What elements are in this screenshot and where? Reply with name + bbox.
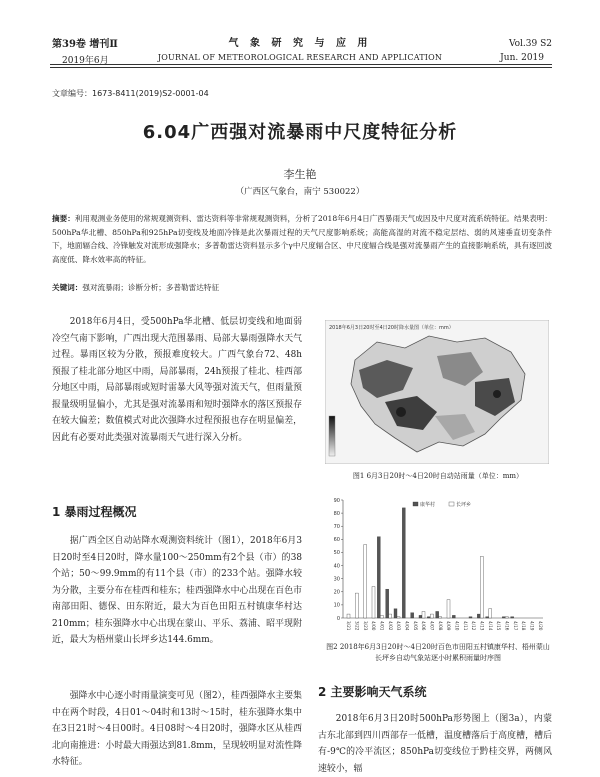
bar-changping (480, 556, 483, 618)
x-tick-label: 4/03 (396, 621, 402, 631)
para-1: 2018年6月4日，受500hPa华北槽、低层切变线和地面弱冷空气南下影响，广西出现大范围暴雨、局部大暴雨强降水天气过程。暴雨区较为分散，预报难度较大。广西气象台72、48h预报了桂北部分地区中雨，局部暴雨，24h预报了桂北、桂西部分地区中雨，局部暴雨或短时雷暴大风等强对流天气，但雨量预报量级明显偏小，尤其是强对流暴雨和短时强降水的落区预报存在较大偏差；数值模式对此次强降水过程预报也存在明显偏差，因此有必要对此类强对流暴雨天气进行深入分析。 (52, 317, 302, 443)
chart-bars (347, 508, 514, 618)
x-tick-label: 4/17 (512, 621, 518, 631)
bar-kanghua (502, 617, 505, 618)
bar-kanghua (377, 537, 380, 618)
x-tick-label: 4/05 (412, 621, 418, 631)
overview-paragraph (52, 533, 302, 649)
keywords (52, 281, 552, 294)
bar-changping (439, 617, 442, 618)
y-tick-label: 70 (333, 524, 340, 531)
journal-header (0, 0, 600, 68)
keywords-text: 强对流暴雨；诊断分析；多普勒雷达特征 (82, 283, 220, 292)
bar-kanghua (452, 615, 455, 618)
legend-swatch (413, 502, 418, 506)
article-number: 文章编号：1673-8411(2019)S2-0001-04 (52, 89, 209, 98)
map-legend-bar (329, 416, 335, 456)
rain-max-tianyang (396, 407, 406, 417)
x-tick-label: 4/09 (446, 621, 452, 631)
map-inner-title: 2018年6月3日20时至4日20时降水量图（单位：mm） (329, 325, 454, 331)
bar-changping (389, 614, 392, 618)
bar-changping (447, 600, 450, 618)
bar-kanghua (427, 617, 430, 618)
bar-kanghua (411, 613, 414, 618)
hourly-rain-bar-chart (325, 492, 551, 640)
bar-changping (397, 617, 400, 618)
para-2: 据广西全区自动站降水观测资料统计（图1），2018年6月3日20时至4日20时，降水量100～250mm有2个县（市）的38个站；50～99.9mm的有11个县（市）的233个站。强降水较为分散，主要分布在桂西和桂东；桂西强降水中心出现在百色市南部田阳、德保、田东附近，最大为百色田阳五村镇康华村达210mm；桂东强降水中心出现在蒙山、平乐、荔浦、昭平现附近，最大为梧州蒙山长坪乡达144.6mm。 (52, 536, 302, 645)
para-4: 2018年6月3日20时500hPa形势图上（图3a），内蒙古东北部到四川西部存一低槽，温度槽落后于高度槽，槽后有-9℃的冷平流区；850hPa切变线位于黔桂交界，两侧风速较小，辐 (318, 714, 552, 774)
rain-max-mengshan (493, 390, 501, 398)
y-tick-label: 30 (333, 576, 340, 583)
y-tick-label: 20 (333, 589, 340, 596)
x-tick-label: 3/21 (346, 621, 352, 631)
header-rule (50, 64, 552, 65)
y-tick-label: 60 (333, 537, 340, 544)
x-tick-label: 4/14 (487, 621, 493, 631)
x-tick-label: 4/19 (529, 621, 535, 631)
x-tick-label: 4/01 (379, 621, 385, 631)
x-tick-label: 4/06 (421, 621, 427, 631)
y-tick-label: 80 (333, 510, 340, 517)
header-journal-en: JOURNAL OF METEOROLOGICAL RESEARCH AND APPLICATION (157, 53, 443, 62)
legend-label: 长坪乡 (456, 502, 472, 508)
x-tick-label: 4/10 (454, 621, 460, 631)
x-tick-label: 4/08 (437, 621, 443, 631)
bar-kanghua (477, 614, 480, 618)
x-tick-label: 4/00 (371, 621, 377, 631)
bar-changping (505, 617, 508, 618)
y-tick-label: 40 (333, 563, 340, 570)
bar-changping (364, 545, 367, 618)
bar-kanghua (402, 508, 405, 618)
y-tick-label: 90 (333, 497, 340, 504)
para-3: 强降水中心逐小时雨量演变可见（图2），桂西强降水主要集中在两个时段，4日01～04时和13时～15时，桂东强降水集中在3日21时～4日00时。4日08时～4日20时，强降水区从桂西北向南推进：小时最大雨强达到81.8mm，呈现较明显对流性降水特征。 (52, 691, 302, 767)
weather-system-paragraph (318, 711, 552, 777)
bar-changping (355, 593, 358, 618)
x-tick-label: 4/13 (479, 621, 485, 631)
header-volume-cn: 第39卷 增刊Ⅱ (52, 39, 118, 50)
figure-2-caption: 图2 2018年6月3日20时～4日20时百色市田阳五村镇康华村、梧州蒙山长坪乡自动气象站逐小时累积雨量时序图 (326, 643, 550, 662)
y-tick-label: 10 (333, 602, 340, 609)
x-tick-label: 4/04 (404, 621, 410, 631)
header-rule-thin (50, 67, 552, 68)
header-date-cn: 2019年6月 (62, 56, 109, 66)
x-tick-label: 3/23 (362, 621, 368, 631)
legend-swatch (449, 502, 454, 506)
bar-kanghua (469, 617, 472, 618)
bar-kanghua (386, 589, 389, 618)
header-volume-en: Vol.39 S2 (508, 39, 552, 49)
x-tick-label: 4/18 (521, 621, 527, 631)
bar-kanghua (511, 617, 514, 618)
bar-kanghua (486, 617, 489, 618)
header-date-en: Jun. 2019 (500, 53, 544, 63)
abstract-label: 摘要： (52, 214, 75, 223)
section-1-heading: 1 暴雨过程概况 (52, 505, 137, 519)
evolution-paragraph (52, 688, 302, 771)
chart-legend (413, 501, 471, 508)
x-tick-label: 4/15 (496, 621, 502, 631)
x-tick-label: 4/11 (462, 621, 468, 631)
intro-paragraph (52, 314, 302, 446)
x-tick-label: 4/20 (537, 621, 543, 631)
bar-changping (422, 611, 425, 618)
y-tick-label: 50 (333, 550, 340, 557)
bar-changping (489, 609, 492, 618)
rainfall-map-figure (325, 320, 549, 464)
y-tick-label: 0 (336, 615, 340, 622)
bar-kanghua (419, 615, 422, 618)
x-tick-label: 4/16 (504, 621, 510, 631)
header-journal-cn: 气 象 研 究 与 应 用 (228, 38, 372, 49)
abstract (52, 212, 552, 266)
bar-kanghua (394, 609, 397, 618)
x-tick-label: 4/02 (387, 621, 393, 631)
bar-changping (372, 587, 375, 618)
legend-label: 康华村 (420, 502, 436, 508)
author: 李生艳 (283, 168, 317, 181)
affiliation: （广西区气象台，南宁 530022） (235, 187, 365, 197)
bar-changping (430, 614, 433, 618)
figure-1-caption: 图1 6月3日20时～4日20时自动站雨量（单位：mm） (352, 472, 524, 480)
x-tick-label: 4/12 (471, 621, 477, 631)
abstract-text: 利用观测业务使用的常规观测资料、雷达资料等非常规观测资料，分析了2018年6月4日广西暴雨天气成因及中尺度对流系统特征。结果表明：500hPa华北槽、850hPa和925hPa切变线及地面冷锋是此次暴雨过程的天气尺度影响系统；高能高湿的对流不稳定层结、弱的风速垂直切变条件下，地面辐合线、冷锋触发对流形成强降水；多普勒雷达资料显示多个γ中尺度辐合区、中尺度辐合线是强对流暴雨产生的直接影响系统，具有逐回波高度低、降水效率高的特征。 (52, 214, 553, 264)
bar-changping (380, 615, 383, 618)
bar-kanghua (436, 611, 439, 618)
keywords-label: 关键词： (52, 283, 83, 292)
x-tick-label: 4/07 (429, 621, 435, 631)
x-tick-label: 3/22 (354, 621, 360, 631)
bar-changping (347, 614, 350, 618)
section-2-heading: 2 主要影响天气系统 (318, 685, 427, 699)
paper-title: 6.04广西强对流暴雨中尺度特征分析 (142, 122, 458, 143)
